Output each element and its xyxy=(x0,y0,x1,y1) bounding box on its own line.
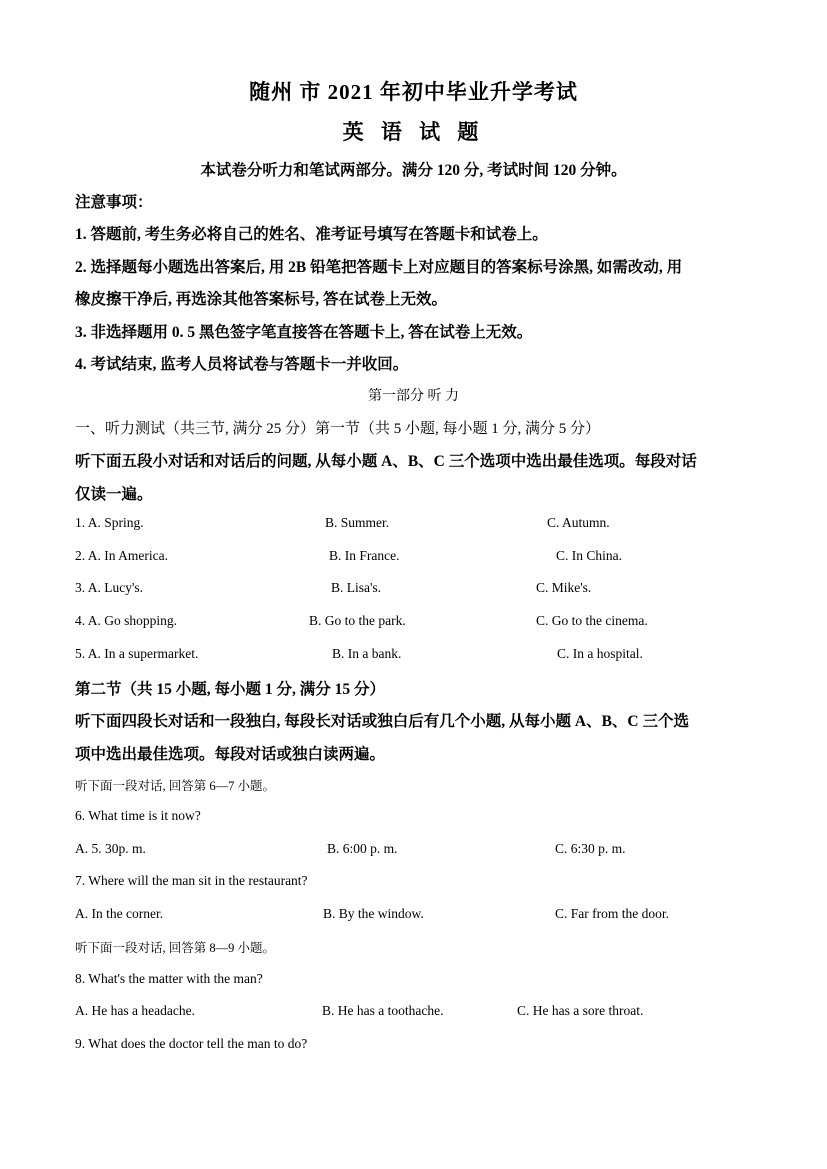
option-a: A. 5. 30p. m. xyxy=(75,841,146,856)
option-b: B. He has a toothache. xyxy=(322,1003,444,1018)
exam-title: 随州 市 2021 年初中毕业升学考试 xyxy=(249,80,578,104)
question-stem: 7. Where will the man sit in the restaurant? xyxy=(75,873,308,888)
option-b: B. In a bank. xyxy=(332,646,402,661)
option-a: 4. A. Go shopping. xyxy=(75,613,178,628)
section2-instruction: 听下面四段长对话和一段独白, 每段长对话或独白后有几个小题, 从每小题 A、B、C 三个选 xyxy=(75,713,689,730)
question-stem: 6. What time is it now? xyxy=(75,808,201,823)
note-item: 3. 非选择题用 0. 5 黑色签字笔直接答在答题卡上, 答在试卷上无效。 xyxy=(75,324,533,341)
option-b: B. In France. xyxy=(329,548,400,563)
option-b: B. Lisa's. xyxy=(331,580,382,595)
option-a: A. He has a headache. xyxy=(75,1003,195,1018)
note-item: 1. 答题前, 考生务必将自己的姓名、准考证号填写在答题卡和试卷上。 xyxy=(75,226,548,243)
dialogue-note: 听下面一段对话, 回答第 8—9 小题。 xyxy=(75,941,276,955)
option-a: 2. A. In America. xyxy=(75,548,168,563)
option-c: C. Mike's. xyxy=(536,580,592,595)
question-stem: 8. What's the matter with the man? xyxy=(75,971,263,986)
note-item: 橡皮擦干净后, 再选涂其他答案标号, 答在试卷上无效。 xyxy=(75,291,448,308)
section2-heading: 第二节（共 15 小题, 每小题 1 分, 满分 15 分） xyxy=(75,681,386,698)
section2-instruction: 项中选出最佳选项。每段对话或独白读两遍。 xyxy=(75,746,386,763)
option-c: C. Autumn. xyxy=(547,515,610,530)
dialogue-note: 听下面一段对话, 回答第 6—7 小题。 xyxy=(75,779,276,793)
option-b: B. Summer. xyxy=(325,515,390,530)
option-b: B. Go to the park. xyxy=(309,613,406,628)
option-c: C. Far from the door. xyxy=(555,906,669,921)
section1-heading: 一、听力测试（共三节, 满分 25 分）第一节（共 5 小题, 每小题 1 分, 满分 5 分） xyxy=(75,421,601,437)
option-c: C. He has a sore throat. xyxy=(517,1003,644,1018)
section1-instruction: 仅读一遍。 xyxy=(75,486,153,503)
notes-heading: 注意事项： xyxy=(75,194,153,211)
option-b: B. 6:00 p. m. xyxy=(327,841,398,856)
option-c: C. Go to the cinema. xyxy=(536,613,648,628)
option-a: 3. A. Lucy's. xyxy=(75,580,144,595)
note-item: 4. 考试结束, 监考人员将试卷与答题卡一并收回。 xyxy=(75,356,409,373)
option-b: B. By the window. xyxy=(323,906,424,921)
option-c: C. In a hospital. xyxy=(557,646,643,661)
note-item: 2. 选择题每小题选出答案后, 用 2B 铅笔把答题卡上对应题目的答案标号涂黑, 如需改动, 用 xyxy=(75,259,683,276)
question-stem: 9. What does the doctor tell the man to do? xyxy=(75,1036,308,1051)
option-c: C. In China. xyxy=(556,548,622,563)
option-a: 1. A. Spring. xyxy=(75,515,144,530)
part1-title: 第一部分 听 力 xyxy=(368,389,459,404)
option-a: A. In the corner. xyxy=(75,906,164,921)
section1-instruction: 听下面五段小对话和对话后的问题, 从每小题 A、B、C 三个选项中选出最佳选项。每段对话 xyxy=(75,453,697,470)
option-a: 5. A. In a supermarket. xyxy=(75,646,199,661)
exam-subtitle: 英 语 试 题 xyxy=(342,120,485,144)
exam-intro: 本试卷分听力和笔试两部分。满分 120 分, 考试时间 120 分钟。 xyxy=(200,162,627,179)
option-c: C. 6:30 p. m. xyxy=(555,841,626,856)
